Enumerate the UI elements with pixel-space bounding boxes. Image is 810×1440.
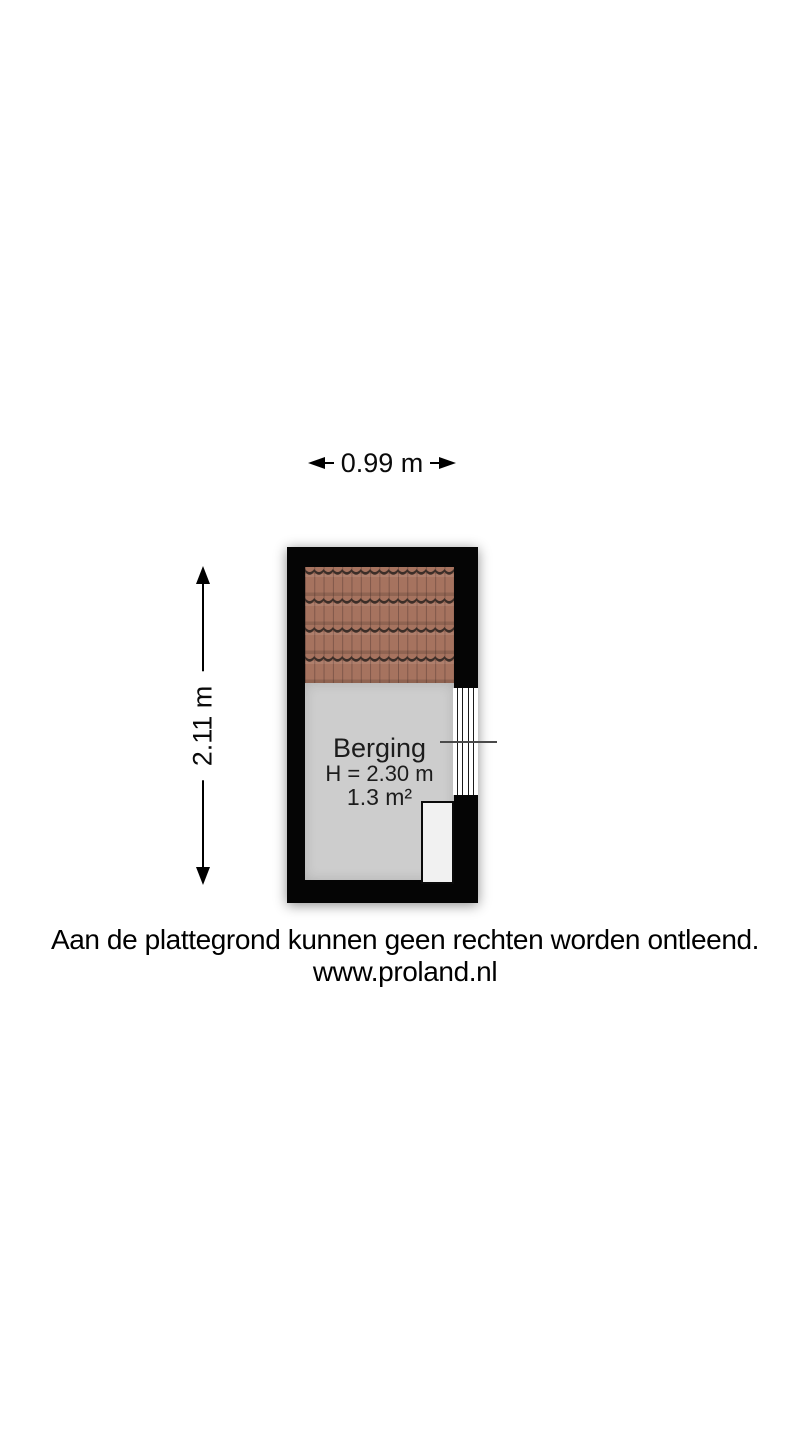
room-label [296, 734, 463, 808]
room-ceiling-height: H = 2.30 m [325, 761, 434, 786]
arrow-down-icon [196, 867, 210, 885]
footer [0, 924, 810, 988]
width-dimension-label: 0.99 m [340, 447, 424, 478]
width-dimension [297, 446, 467, 480]
website-text: www.proland.nl [312, 956, 498, 987]
room-area: 1.3 m² [346, 784, 413, 810]
room-name: Berging [332, 733, 427, 763]
roof-tiles [305, 567, 454, 683]
disclaimer-text: Aan de plattegrond kunnen geen rechten worden ontleend. [50, 924, 760, 955]
height-dimension-label: 2.11 m [188, 671, 219, 780]
height-dimension [189, 566, 217, 885]
arrow-left-icon [308, 457, 334, 469]
door [421, 801, 454, 884]
floorplan-outline [287, 547, 478, 903]
arrow-right-icon [430, 457, 456, 469]
